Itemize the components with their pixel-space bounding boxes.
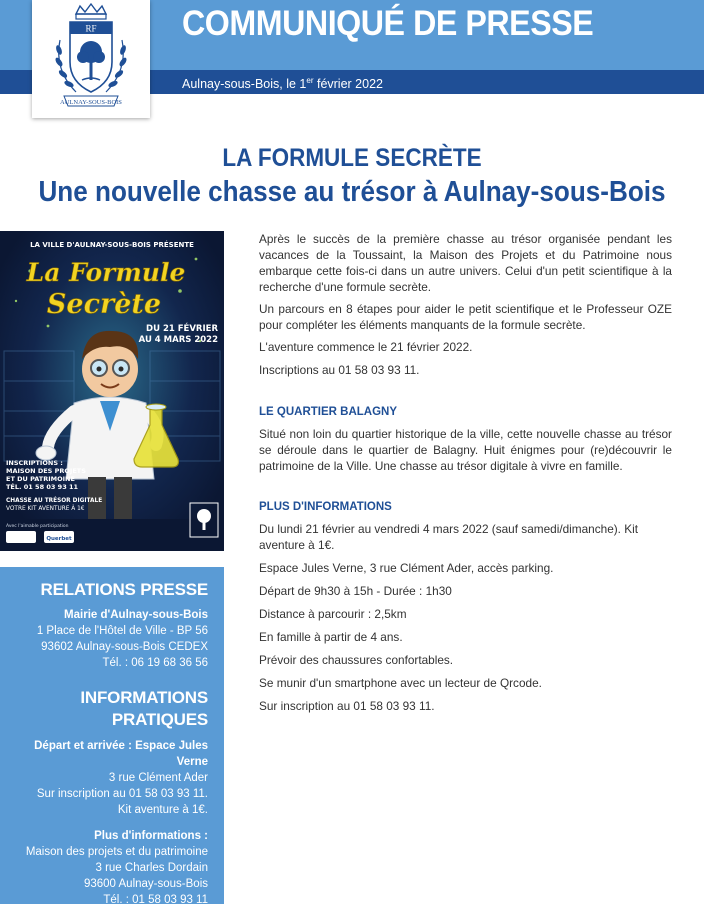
section-title-more-info: PLUS D'INFORMATIONS	[259, 501, 392, 513]
info-line: Se munir d'un smartphone avec un lecteur de Qrcode.	[259, 676, 542, 690]
svg-text:RF: RF	[85, 23, 97, 34]
depart-address: 3 rue Clément Ader	[108, 772, 208, 784]
press-phone: Tél. : 06 19 68 36 56	[102, 657, 208, 669]
practical-info-title-2: PRATIQUES	[111, 710, 208, 729]
info-line: Espace Jules Verne, 3 rue Clément Ader, accès parking.	[259, 561, 554, 575]
press-address-2: 93602 Aulnay-sous-Bois CEDEX	[41, 641, 208, 653]
more-info-phone: Tél. : 01 58 03 93 11	[103, 894, 208, 904]
svg-text:LA VILLE D'AULNAY-SOUS-BOIS PR: LA VILLE D'AULNAY-SOUS-BOIS PRÉSENTE	[30, 241, 194, 249]
sidebar-contacts	[0, 567, 224, 904]
depart-label: Départ et arrivée : Espace Jules Verne	[34, 740, 208, 768]
svg-text:INSCRIPTIONS :: INSCRIPTIONS :	[6, 459, 63, 467]
press-org: Mairie d'Aulnay-sous-Bois	[64, 609, 208, 621]
coat-of-arms-icon	[32, 0, 150, 118]
info-line: Du lundi 21 février au vendredi 4 mars 2022 (sauf samedi/dimanche). Kit aventure à 1€.	[259, 522, 639, 552]
info-line: Distance à parcourir : 2,5km	[259, 607, 407, 621]
more-info-org: Maison des projets et du patrimoine	[25, 846, 208, 858]
svg-text:La Formule: La Formule	[26, 258, 186, 287]
svg-text:Querbet: Querbet	[46, 536, 72, 542]
headline-title: LA FORMULE SECRÈTE	[222, 144, 482, 172]
intro-paragraph: L'aventure commence le 21 février 2022.	[259, 340, 473, 354]
press-address-1: 1 Place de l'Hôtel de Ville - BP 56	[36, 625, 208, 637]
depart-kit: Kit aventure à 1€.	[117, 804, 208, 816]
press-relations-title: RELATIONS PRESSE	[40, 580, 208, 599]
svg-text:ET DU PATRIMOINE: ET DU PATRIMOINE	[6, 475, 75, 483]
press-date: Aulnay-sous-Bois, le 1er février 2022	[182, 76, 383, 91]
intro-paragraph: Un parcours en 8 étapes pour aider le petit scientifique et le Professeur OZE pour compléter les éléments manquants de la formule secrète.	[259, 302, 672, 332]
more-info-label: Plus d'informations :	[94, 830, 208, 842]
svg-text:VOTRE KIT AVENTURE À 1€: VOTRE KIT AVENTURE À 1€	[6, 506, 85, 512]
svg-text:CHASSE AU TRÉSOR DIGITALE: CHASSE AU TRÉSOR DIGITALE	[6, 498, 103, 504]
info-line: Départ de 9h30 à 15h - Durée : 1h30	[259, 584, 452, 598]
svg-text:MAISON DES PROJETS: MAISON DES PROJETS	[6, 467, 86, 475]
svg-text:DU 21 FÉVRIER: DU 21 FÉVRIER	[146, 324, 218, 334]
more-info-address-2: 93600 Aulnay-sous-Bois	[83, 878, 208, 890]
more-info-address-1: 3 rue Charles Dordain	[95, 862, 208, 874]
svg-text:Avec l'aimable participation: Avec l'aimable participation	[6, 524, 69, 529]
article-body	[259, 231, 672, 721]
intro-paragraph: Après le succès de la première chasse au trésor organisée pendant les vacances de la Toussaint, la Maison des Projets et du Patrimoine nous embarque cette fois-ci dans un autre univers. Celui d'un petit scientifique à la recherche d'une formule secrète.	[259, 232, 672, 294]
svg-text:AU 4 MARS 2022: AU 4 MARS 2022	[138, 335, 218, 345]
depart-registration: Sur inscription au 01 58 03 93 11.	[36, 788, 208, 800]
info-line: Prévoir des chaussures confortables.	[259, 653, 454, 667]
event-poster	[0, 231, 224, 551]
practical-info-title-1: INFORMATIONS	[80, 688, 208, 707]
section-text-balagny: Situé non loin du quartier historique de la ville, cette nouvelle chasse au trésor se déroule dans le quartier de Balagny. Huit énigmes pour (re)découvrir le patrimoine de la Ville. Une chasse au trésor digitale à vivre en famille.	[259, 427, 672, 473]
svg-text:AULNAY-SOUS-BOIS: AULNAY-SOUS-BOIS	[60, 99, 122, 106]
svg-text:Secrète: Secrète	[46, 289, 162, 320]
page-title: COMMUNIQUÉ DE PRESSE	[182, 4, 594, 43]
svg-text:TÉL. 01 58 03 93 11: TÉL. 01 58 03 93 11	[6, 483, 79, 491]
intro-paragraph: Inscriptions au 01 58 03 93 11.	[259, 363, 420, 377]
info-line: Sur inscription au 01 58 03 93 11.	[259, 699, 435, 713]
headline-subtitle: Une nouvelle chasse au trésor à Aulnay-sous-Bois	[38, 176, 666, 208]
info-line: En famille à partir de 4 ans.	[259, 630, 403, 644]
city-logo	[32, 0, 150, 118]
section-title-balagny: LE QUARTIER BALAGNY	[259, 406, 397, 418]
